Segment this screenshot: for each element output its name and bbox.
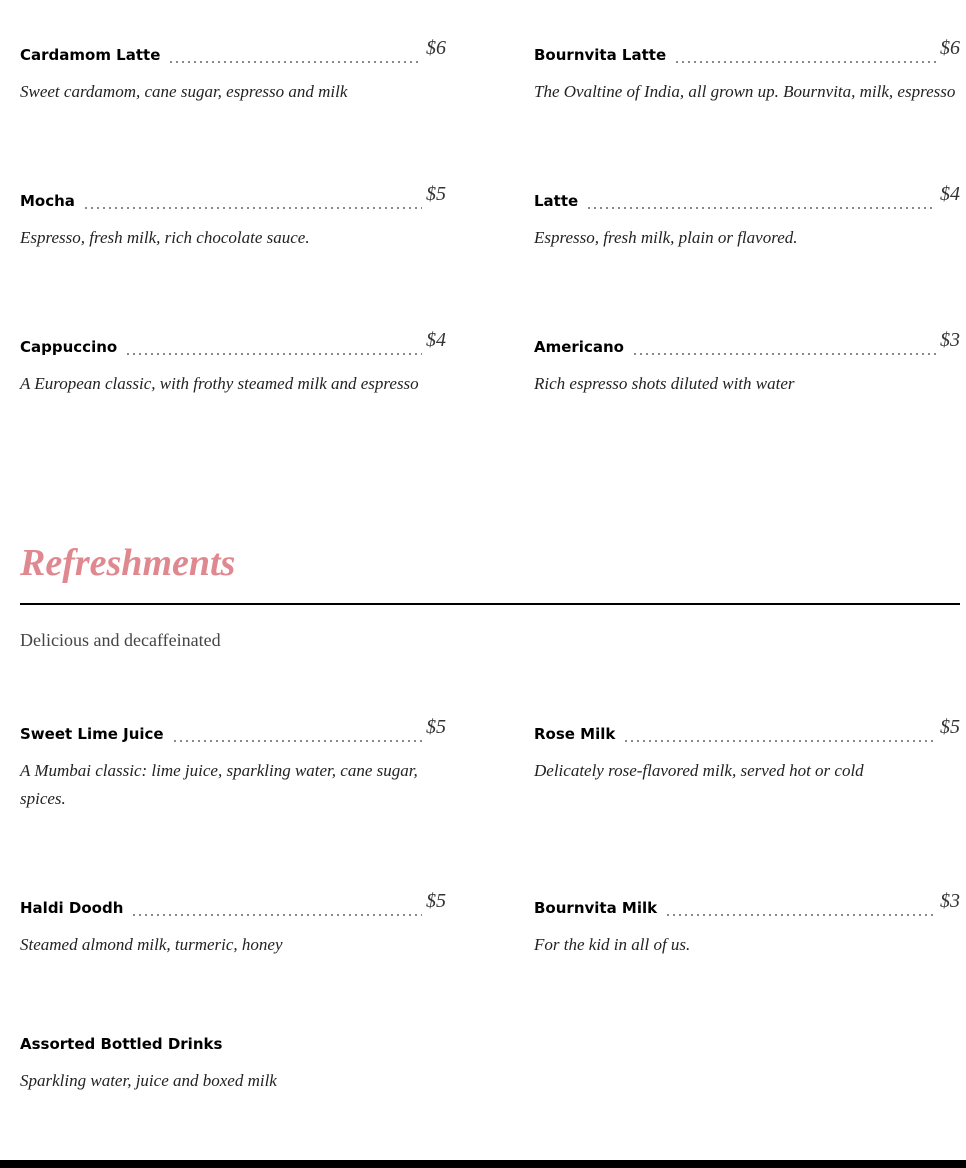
item-name: Bournvita Milk [534,899,658,917]
section-divider [20,603,960,605]
item-description: A Mumbai classic: lime juice, sparkling water, cane sugar, spices. [20,761,418,808]
dot-leader [665,899,936,917]
section-title: Refreshments [20,542,236,584]
item-name: Americano [534,338,624,356]
menu-item-bournvita-latte [534,37,960,106]
footer-bar [0,1160,966,1168]
item-header [20,890,446,917]
item-description: For the kid in all of us. [534,935,691,954]
item-price: $6 [940,37,960,59]
item-header [20,716,446,743]
menu-item-assorted-bottled-drinks [20,1029,446,1095]
dot-leader [168,46,422,64]
item-header [534,37,960,64]
item-header [20,1029,446,1053]
item-price: $5 [426,183,446,205]
item-name: Bournvita Latte [534,46,667,64]
item-description: Espresso, fresh milk, rich chocolate sauce. [20,228,310,247]
item-price: $3 [940,329,960,351]
menu-item-latte [534,183,960,252]
dot-leader [586,192,936,210]
menu-item-bournvita-milk [534,890,960,959]
dot-leader [131,899,422,917]
item-name: Mocha [20,192,75,210]
dot-leader [632,338,936,356]
dot-leader [125,338,422,356]
menu-item-americano [534,329,960,398]
item-description: Steamed almond milk, turmeric, honey [20,935,283,954]
item-price: $5 [940,716,960,738]
dot-leader [83,192,422,210]
item-description: The Ovaltine of India, all grown up. Bournvita, milk, espresso [534,82,956,101]
dot-leader [674,46,936,64]
item-header [534,329,960,356]
item-price: $5 [426,890,446,912]
menu-item-mocha [20,183,446,252]
item-description: A European classic, with frothy steamed milk and espresso [20,374,419,393]
item-name: Rose Milk [534,725,616,743]
item-description: Delicately rose-flavored milk, served hot or cold [534,761,864,780]
menu-item-rose-milk [534,716,960,785]
item-header [20,329,446,356]
item-header [534,183,960,210]
menu-item-cardamom-latte [20,37,446,106]
item-description: Sparkling water, juice and boxed milk [20,1071,277,1090]
item-price: $4 [940,183,960,205]
section-subtitle: Delicious and decaffeinated [20,630,221,650]
item-header [20,183,446,210]
item-price: $4 [426,329,446,351]
item-name: Sweet Lime Juice [20,725,164,743]
item-header [534,716,960,743]
item-name: Latte [534,192,579,210]
item-description: Espresso, fresh milk, plain or flavored. [534,228,798,247]
item-description: Rich espresso shots diluted with water [534,374,795,393]
menu-item-cappuccino [20,329,446,398]
item-name: Assorted Bottled Drinks [20,1035,223,1053]
menu-item-haldi-doodh [20,890,446,959]
menu-item-sweet-lime-juice [20,716,446,813]
item-price: $6 [426,37,446,59]
item-description: Sweet cardamom, cane sugar, espresso and milk [20,82,348,101]
item-header [20,37,446,64]
dot-leader [172,725,422,743]
item-name: Cardamom Latte [20,46,161,64]
item-header [534,890,960,917]
item-price: $5 [426,716,446,738]
item-name: Haldi Doodh [20,899,124,917]
dot-leader [623,725,936,743]
item-name: Cappuccino [20,338,118,356]
item-price: $3 [940,890,960,912]
